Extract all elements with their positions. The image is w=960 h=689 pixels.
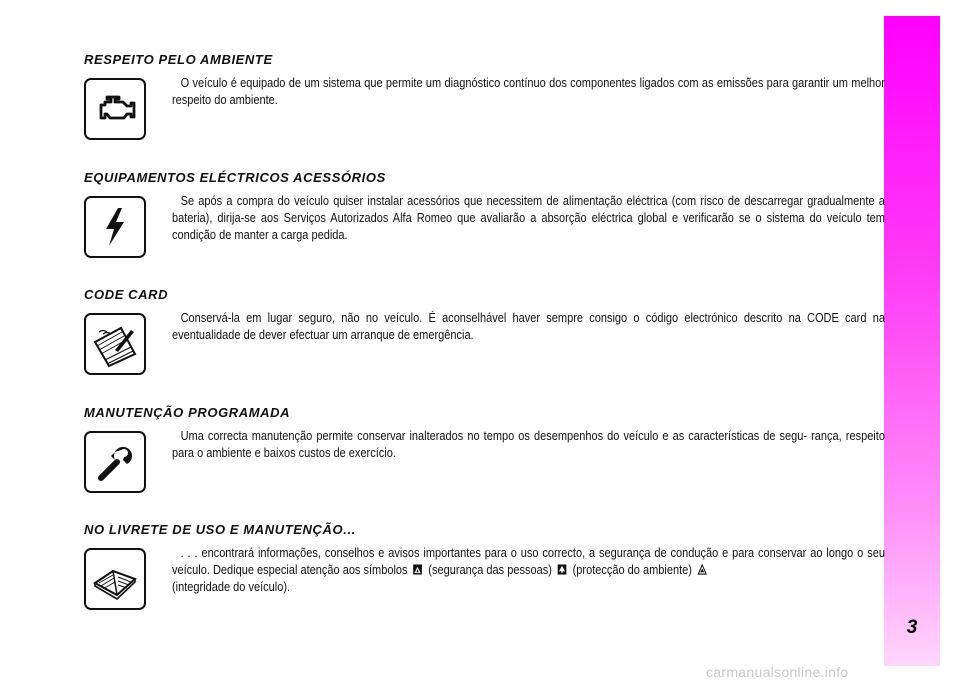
section-maintenance [84,405,885,461]
section-electrical [84,170,885,243]
watermark: carmanualsonline.info [706,664,849,680]
section-title: EQUIPAMENTOS ELÉCTRICOS ACESSÓRIOS [84,170,386,185]
open-book-icon [84,548,146,610]
section-text: Conservá-la em lugar seguro, não no veículo. É aconselhável haver sempre consigo o código electrónico descrito na CODE card na eventualidade de dever efectuar um arranque de emergência. [172,310,885,342]
section-title: MANUTENÇÃO PROGRAMADA [84,405,291,420]
section-environment [84,52,885,108]
section-text: Se após a compra do veículo quiser instalar acessórios que necessitem de alimentação eléctrica (com risco de descarregar gradualmente a bateria), dirija-se aos Serviços Autorizados Alfa Romeo que avaliarão a absorção eléctrica global e verificarão se o sistema do veículo tem condição de manter a carga pedida. [172,193,885,242]
section-title: RESPEITO PELO AMBIENTE [84,52,273,67]
person-safety-icon [413,564,422,575]
chapter-tab-bar [884,16,940,666]
page-number: 3 [906,617,918,638]
section-text: . . . encontrará informações, conselhos e avisos importantes para o uso correcto, a segurança de condução e para conservar ao longo o seu veículo. Dedique especial atenção aos símbolos (segurança das pessoas) (protecção do ambiente) (integridade do veículo). [172,545,885,594]
vehicle-integrity-icon [698,564,707,575]
section-text: O veículo é equipado de um sistema que permite um diagnóstico contínuo dos componentes ligados com as emissões para garantir um melhor respeito do ambiente. [172,75,885,107]
code-card-icon [84,313,146,375]
section-title: CODE CARD [84,287,169,302]
environment-protection-icon [558,564,567,575]
section-manual [84,522,885,595]
engine-check-icon [84,78,146,140]
section-code-card [84,287,885,343]
lightning-bolt-icon [84,196,146,258]
wrench-icon [84,431,146,493]
section-text: Uma correcta manutenção permite conservar inalterados no tempo os desempenhos do veículo e as características de segu- rança, respeito para o ambiente e baixos custos de exercício. [172,428,885,460]
section-title: NO LIVRETE DE USO E MANUTENÇÃO... [84,522,356,537]
